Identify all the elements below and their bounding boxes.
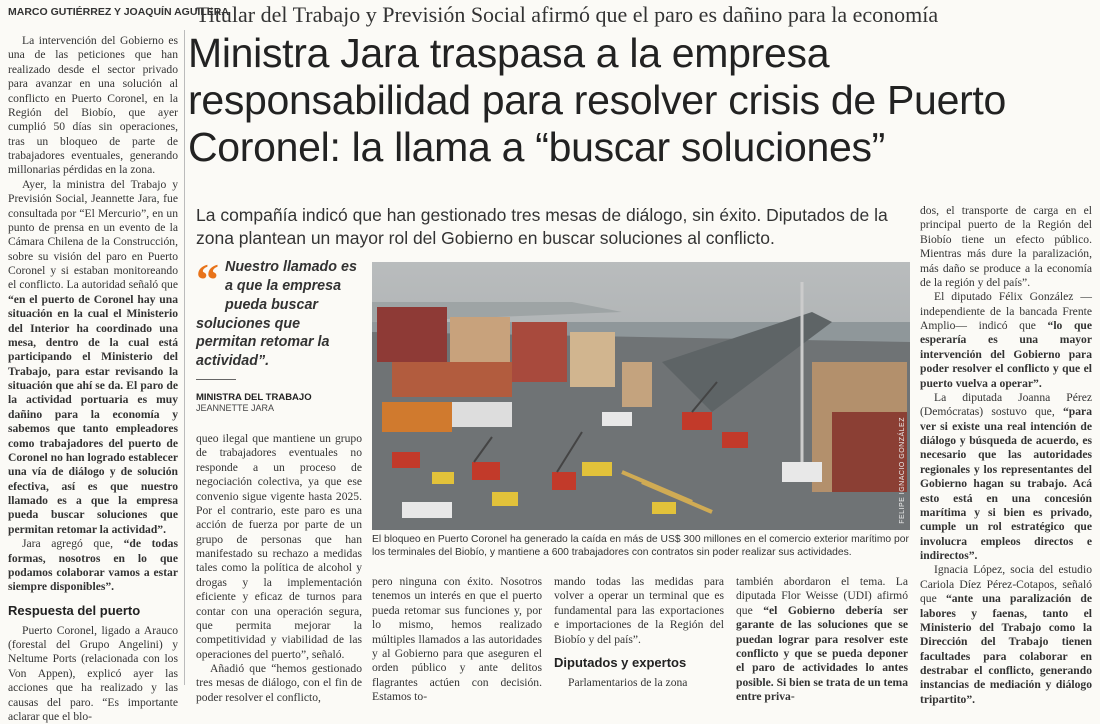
paragraph-text: Ayer, la ministra del Trabajo y Previsión Social, Jeannette Jara, fue consultada por “El Mercurio”, en un punto de prensa en un evento de la Cámara Chilena de la Construcción, sobre su visión del paro en Puerto Coronel y si estaban monitoreando el conflicto. La autoridad señaló que: [8, 177, 178, 292]
paragraph: Añadió que “hemos gestionado tres mesas de diálogo, con el fin de poder resolver el conflicto,: [196, 662, 362, 704]
paragraph: mando todas las medidas para volver a operar un terminal que es fundamental para las exportaciones e importaciones de la Región del Biobío y del país”.: [554, 575, 724, 646]
paragraph: pero ninguna con éxito. Nosotros tenemos un interés en que el puerto pueda retomar sus funciones y, por lo mismo, hemos realizado múltiples llamados a las autoridades y al Gobierno para que aseguren el orden público y ante delitos flagrantes actúen con decisión. Estamos to-: [372, 575, 542, 703]
section-heading: Respuesta del puerto: [8, 602, 141, 618]
port-photo-image: [372, 262, 910, 530]
paragraph-text: La diputada Joanna Pérez (Demócratas) sostuvo que,: [920, 390, 1092, 419]
paragraph: Puerto Coronel, ligado a Arauco (forestal del Grupo Angelini) y Neltume Ports (relacionada con los Von Appen), explicó ayer las acciones que ha realizado y las causas del paro. “Es importante aclarar que el blo-: [8, 623, 178, 723]
divider: [196, 379, 236, 380]
paragraph-text: Jara agregó que,: [22, 537, 114, 551]
paragraph: La intervención del Gobierno es una de las peticiones que han realizado desde el sector privado para avanzar en una solución al conflicto en Puerto Coronel, en la Región del Biobío, que ayer cumplió 50 días sin operaciones, tras un bloqueo de parte de trabajadores eventuales, generando millonarias pérdidas en la zona.: [8, 34, 178, 177]
photo-caption: El bloqueo en Puerto Coronel ha generado la caída en más de US$ 300 millones en el comercio exterior marítimo por los terminales del Biobío, y mantiene a 600 trabajadores con contratos sin poder realizar sus actividades.: [372, 534, 909, 559]
pull-quote-text: Nuestro llamado es a que la empresa pueda buscar soluciones que permitan retomar la actividad”.: [196, 259, 357, 370]
quote-text: “en el puerto de Coronel hay una situación en la cual el Ministerio del Interior ha coordinado una mesa, dentro de la cual está participando el Ministerio del Trabajo, para estar revisando la situación que ahí se da. El paro de la actividad portuaria es muy dañino para la economía y sabemos que tanto empleadores como trabajadores del puerto de Coronel no han logrado establecer una vía de diálogo y de solución efectiva, así es que nuestro llamado es a que la empresa pueda buscar soluciones que permitan retomar la actividad”.: [8, 292, 178, 536]
paragraph: [736, 575, 908, 704]
headline-line-3: Coronel: la llama a “buscar soluciones”: [188, 124, 886, 171]
paragraph-text: también abordaron el tema. La diputada Flor Weisse (UDI) afirmó que: [736, 575, 908, 617]
quote-source-title: MINISTRA DEL TRABAJO: [196, 392, 312, 404]
quote-text: “de todas formas, nosotros en lo que podamos colaborar vamos a estar siempre disponibles”.: [8, 537, 178, 594]
port-photo: [372, 262, 910, 530]
column-2: [196, 432, 362, 705]
paragraph-text: El diputado Félix González —independiente de la bancada Frente Amplio— indicó que: [920, 290, 1092, 332]
column-1: [8, 34, 178, 724]
paragraph: dos, el transporte de carga en el principal puerto de la Región del Biobío tiene un efecto público. Mientras más dure la paralización, más daño se produce a la economía de la región y del país”.: [920, 204, 1092, 289]
section-heading: Diputados y expertos: [554, 654, 687, 670]
column-5: [736, 575, 908, 704]
quote-text: “para ver si existe una real intención de diálogo y búsqueda de acuerdo, es necesario que las autoridades regionales y los representantes del Gobierno hagan su trabajo. Acá esto está en una concesión marítima y si bien es privado, cumple un rol estratégico que involucra empleos directos e indirectos”.: [920, 405, 1092, 562]
byline: MARCO GUTIÉRREZ Y JOAQUÍN AGUILERA: [8, 6, 229, 18]
column-3: [372, 575, 542, 704]
paragraph: [920, 563, 1092, 707]
paragraph: Parlamentarios de la zona: [568, 675, 688, 689]
paragraph-text: Ignacia López, socia del estudio Cariola Díez Pérez-Cotapos, señaló que: [920, 563, 1092, 606]
column-6: [920, 204, 1092, 707]
pull-quote: [196, 254, 362, 414]
headline-line-1: Ministra Jara traspasa a la empresa: [188, 30, 830, 76]
deck: La compañía indicó que han gestionado tres mesas de diálogo, sin éxito. Diputados de la zona plantean un mayor rol del Gobierno en buscar soluciones al conflicto.: [196, 205, 888, 248]
headline: [188, 30, 1093, 171]
headline-line-2: responsabilidad para resolver crisis de Puerto: [188, 77, 1007, 124]
paragraph: [8, 537, 178, 595]
quote-text: “lo que esperaría es una mayor intervención del Gobierno para poder resolver el conflicto y que el puerto vuelva a operar”.: [920, 319, 1092, 390]
column-divider: [184, 30, 185, 685]
column-4: [554, 575, 724, 690]
photo-credit: FELIPE IGNACIO GONZÁLEZ: [899, 417, 906, 524]
quote-text: “ante una paralización de labores y faenas, tanto el Ministerio del Trabajo como la Dirección del Trabajo tienen facultades para colaborar en destrabar el conflicto, generando instancias de mediación y diálogo tripartito”.: [920, 592, 1092, 706]
paragraph: [8, 178, 178, 537]
paragraph: queo ilegal que mantiene un grupo de trabajadores eventuales no responde a un proceso de negociación colectiva, ya que ese convenio sigue vigente hasta 2025. Por el contrario, este paro es una acción de fuerza por parte de un grupo de personas que han manifestado su rechazo a medidas tales como la política de alcohol y drogas y la implementación eficiente y eficaz de turnos para contar con una operación segura, que permita mejorar la competitividad y viabilidad de las operaciones del puerto”, señaló.: [196, 432, 362, 661]
paragraph: [920, 290, 1092, 391]
paragraph: [920, 391, 1092, 564]
quote-text: “el Gobierno debería ser garante de las soluciones que se puedan lograr para resolver este conflicto y que se pueda deponer el paro de actividades lo antes posible. Si bien se trata de un tema entre priva-: [736, 603, 908, 703]
quote-source-name: JEANNETTE JARA: [196, 403, 275, 414]
kicker: Titular del Trabajo y Previsión Social afirmó que el paro es dañino para la economía: [196, 2, 939, 27]
quote-mark-icon: “: [196, 254, 219, 305]
